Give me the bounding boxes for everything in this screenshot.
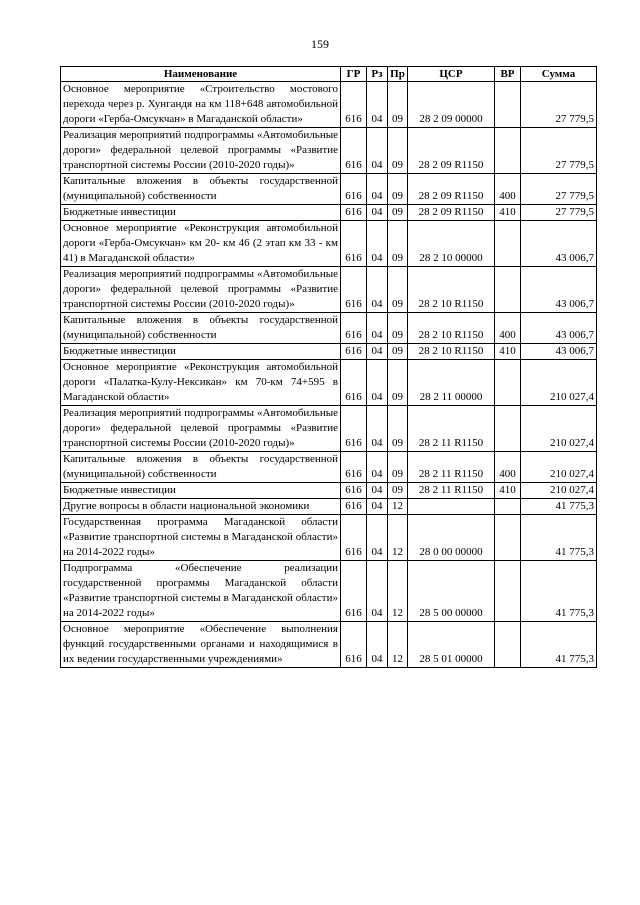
cell-pr: 09 xyxy=(388,406,408,452)
cell-sum: 43 006,7 xyxy=(521,221,597,267)
cell-csr: 28 2 10 R1150 xyxy=(408,344,495,360)
page-number: 159 xyxy=(311,37,329,51)
cell-rz: 04 xyxy=(367,267,388,313)
cell-name: Капитальные вложения в объекты государственной (муниципальной) собственности xyxy=(61,452,341,483)
cell-pr: 09 xyxy=(388,483,408,499)
cell-rz: 04 xyxy=(367,221,388,267)
cell-sum: 27 779,5 xyxy=(521,174,597,205)
cell-gr: 616 xyxy=(341,406,367,452)
cell-gr: 616 xyxy=(341,128,367,174)
cell-gr: 616 xyxy=(341,452,367,483)
table-row xyxy=(61,344,597,360)
cell-csr: 28 2 10 R1150 xyxy=(408,267,495,313)
cell-rz: 04 xyxy=(367,174,388,205)
table-row xyxy=(61,174,597,205)
cell-sum: 41 775,3 xyxy=(521,561,597,622)
cell-csr: 28 2 11 R1150 xyxy=(408,452,495,483)
cell-pr: 09 xyxy=(388,313,408,344)
cell-pr: 12 xyxy=(388,561,408,622)
cell-csr: 28 2 11 R1150 xyxy=(408,483,495,499)
table-row xyxy=(61,561,597,622)
cell-gr: 616 xyxy=(341,515,367,561)
cell-pr: 12 xyxy=(388,499,408,515)
cell-vr xyxy=(495,267,521,313)
cell-csr: 28 2 11 00000 xyxy=(408,360,495,406)
table-row xyxy=(61,622,597,668)
table-row xyxy=(61,406,597,452)
cell-csr: 28 2 09 R1150 xyxy=(408,128,495,174)
cell-sum: 210 027,4 xyxy=(521,452,597,483)
header-name: Наименование xyxy=(61,67,341,82)
table-row xyxy=(61,515,597,561)
cell-pr: 12 xyxy=(388,622,408,668)
cell-sum: 27 779,5 xyxy=(521,82,597,128)
cell-csr: 28 2 10 R1150 xyxy=(408,313,495,344)
cell-pr: 09 xyxy=(388,128,408,174)
cell-name: Подпрограмма «Обеспечение реализации государственной программы Магаданской области «Развитие транспортной системы в Магаданской области» на 2014-2022 годы» xyxy=(61,561,341,622)
table-row xyxy=(61,205,597,221)
cell-rz: 04 xyxy=(367,344,388,360)
cell-sum: 27 779,5 xyxy=(521,128,597,174)
cell-csr xyxy=(408,499,495,515)
cell-rz: 04 xyxy=(367,452,388,483)
cell-pr: 09 xyxy=(388,360,408,406)
cell-gr: 616 xyxy=(341,205,367,221)
cell-sum: 210 027,4 xyxy=(521,360,597,406)
cell-pr: 09 xyxy=(388,205,408,221)
cell-name: Бюджетные инвестиции xyxy=(61,205,341,221)
cell-name: Основное мероприятие «Обеспечение выполнения функций государственными органами и находящимися в их ведении государственными учреждениями» xyxy=(61,622,341,668)
cell-vr xyxy=(495,221,521,267)
cell-pr: 09 xyxy=(388,267,408,313)
cell-gr: 616 xyxy=(341,561,367,622)
cell-csr: 28 2 09 R1150 xyxy=(408,205,495,221)
cell-gr: 616 xyxy=(341,313,367,344)
table-row xyxy=(61,360,597,406)
cell-vr xyxy=(495,360,521,406)
cell-name: Реализация мероприятий подпрограммы «Автомобильные дороги» федеральной целевой программы «Развитие транспортной системы России (2010-2020 годы)» xyxy=(61,128,341,174)
table-header-row xyxy=(61,67,597,82)
cell-csr: 28 5 01 00000 xyxy=(408,622,495,668)
cell-gr: 616 xyxy=(341,622,367,668)
table-row xyxy=(61,499,597,515)
table-row xyxy=(61,221,597,267)
cell-vr: 400 xyxy=(495,452,521,483)
cell-vr xyxy=(495,622,521,668)
cell-vr: 400 xyxy=(495,174,521,205)
header-rz: Рз xyxy=(367,67,388,82)
cell-name: Бюджетные инвестиции xyxy=(61,483,341,499)
cell-csr: 28 2 09 00000 xyxy=(408,82,495,128)
cell-gr: 616 xyxy=(341,174,367,205)
header-vr: ВР xyxy=(495,67,521,82)
table-body xyxy=(61,82,597,668)
cell-vr: 400 xyxy=(495,313,521,344)
cell-name: Капитальные вложения в объекты государственной (муниципальной) собственности xyxy=(61,313,341,344)
cell-sum: 41 775,3 xyxy=(521,515,597,561)
cell-rz: 04 xyxy=(367,313,388,344)
budget-table xyxy=(60,66,597,668)
cell-pr: 09 xyxy=(388,452,408,483)
cell-sum: 210 027,4 xyxy=(521,483,597,499)
cell-name: Основное мероприятие «Реконструкция автомобильной дороги «Палатка-Кулу-Нексикан» км 70-км 74+595 в Магаданской области» xyxy=(61,360,341,406)
cell-rz: 04 xyxy=(367,128,388,174)
cell-vr: 410 xyxy=(495,205,521,221)
cell-pr: 09 xyxy=(388,82,408,128)
cell-pr: 09 xyxy=(388,344,408,360)
cell-rz: 04 xyxy=(367,622,388,668)
cell-sum: 43 006,7 xyxy=(521,344,597,360)
cell-gr: 616 xyxy=(341,267,367,313)
cell-pr: 12 xyxy=(388,515,408,561)
cell-rz: 04 xyxy=(367,205,388,221)
table-row xyxy=(61,128,597,174)
header-sum: Сумма xyxy=(521,67,597,82)
cell-vr xyxy=(495,515,521,561)
cell-csr: 28 2 09 R1150 xyxy=(408,174,495,205)
cell-vr xyxy=(495,499,521,515)
cell-name: Капитальные вложения в объекты государственной (муниципальной) собственности xyxy=(61,174,341,205)
cell-rz: 04 xyxy=(367,82,388,128)
cell-vr xyxy=(495,406,521,452)
cell-name: Основное мероприятие «Реконструкция автомобильной дороги «Герба-Омсукчан» км 20- км 46 (2 этап км 33 - км 41) в Магаданской области» xyxy=(61,221,341,267)
cell-rz: 04 xyxy=(367,561,388,622)
cell-vr: 410 xyxy=(495,483,521,499)
table-row xyxy=(61,313,597,344)
cell-name: Другие вопросы в области национальной экономики xyxy=(61,499,341,515)
cell-csr: 28 2 11 R1150 xyxy=(408,406,495,452)
cell-rz: 04 xyxy=(367,360,388,406)
table-row xyxy=(61,267,597,313)
cell-sum: 41 775,3 xyxy=(521,622,597,668)
table-row xyxy=(61,452,597,483)
cell-gr: 616 xyxy=(341,82,367,128)
cell-gr: 616 xyxy=(341,344,367,360)
cell-gr: 616 xyxy=(341,499,367,515)
header-csr: ЦСР xyxy=(408,67,495,82)
cell-csr: 28 2 10 00000 xyxy=(408,221,495,267)
cell-pr: 09 xyxy=(388,174,408,205)
cell-name: Реализация мероприятий подпрограммы «Автомобильные дороги» федеральной целевой программы «Развитие транспортной системы России (2010-2020 годы)» xyxy=(61,267,341,313)
cell-csr: 28 0 00 00000 xyxy=(408,515,495,561)
cell-gr: 616 xyxy=(341,483,367,499)
cell-gr: 616 xyxy=(341,360,367,406)
cell-vr xyxy=(495,561,521,622)
table-row xyxy=(61,82,597,128)
table-row xyxy=(61,483,597,499)
cell-vr xyxy=(495,128,521,174)
header-pr: Пр xyxy=(388,67,408,82)
cell-name: Государственная программа Магаданской области «Развитие транспортной системы в Магаданской области» на 2014-2022 годы» xyxy=(61,515,341,561)
cell-rz: 04 xyxy=(367,515,388,561)
cell-csr: 28 5 00 00000 xyxy=(408,561,495,622)
cell-sum: 210 027,4 xyxy=(521,406,597,452)
cell-rz: 04 xyxy=(367,483,388,499)
cell-sum: 43 006,7 xyxy=(521,267,597,313)
cell-rz: 04 xyxy=(367,499,388,515)
cell-name: Бюджетные инвестиции xyxy=(61,344,341,360)
cell-rz: 04 xyxy=(367,406,388,452)
cell-name: Реализация мероприятий подпрограммы «Автомобильные дороги» федеральной целевой программы «Развитие транспортной системы России (2010-2020 годы)» xyxy=(61,406,341,452)
cell-vr: 410 xyxy=(495,344,521,360)
cell-sum: 43 006,7 xyxy=(521,313,597,344)
cell-name: Основное мероприятие «Строительство мостового перехода через р. Хунгандя на км 118+648 автомобильной дороги «Герба-Омсукчан» в Магаданской области» xyxy=(61,82,341,128)
cell-pr: 09 xyxy=(388,221,408,267)
cell-vr xyxy=(495,82,521,128)
cell-gr: 616 xyxy=(341,221,367,267)
cell-sum: 41 775,3 xyxy=(521,499,597,515)
header-gr: ГР xyxy=(341,67,367,82)
cell-sum: 27 779,5 xyxy=(521,205,597,221)
